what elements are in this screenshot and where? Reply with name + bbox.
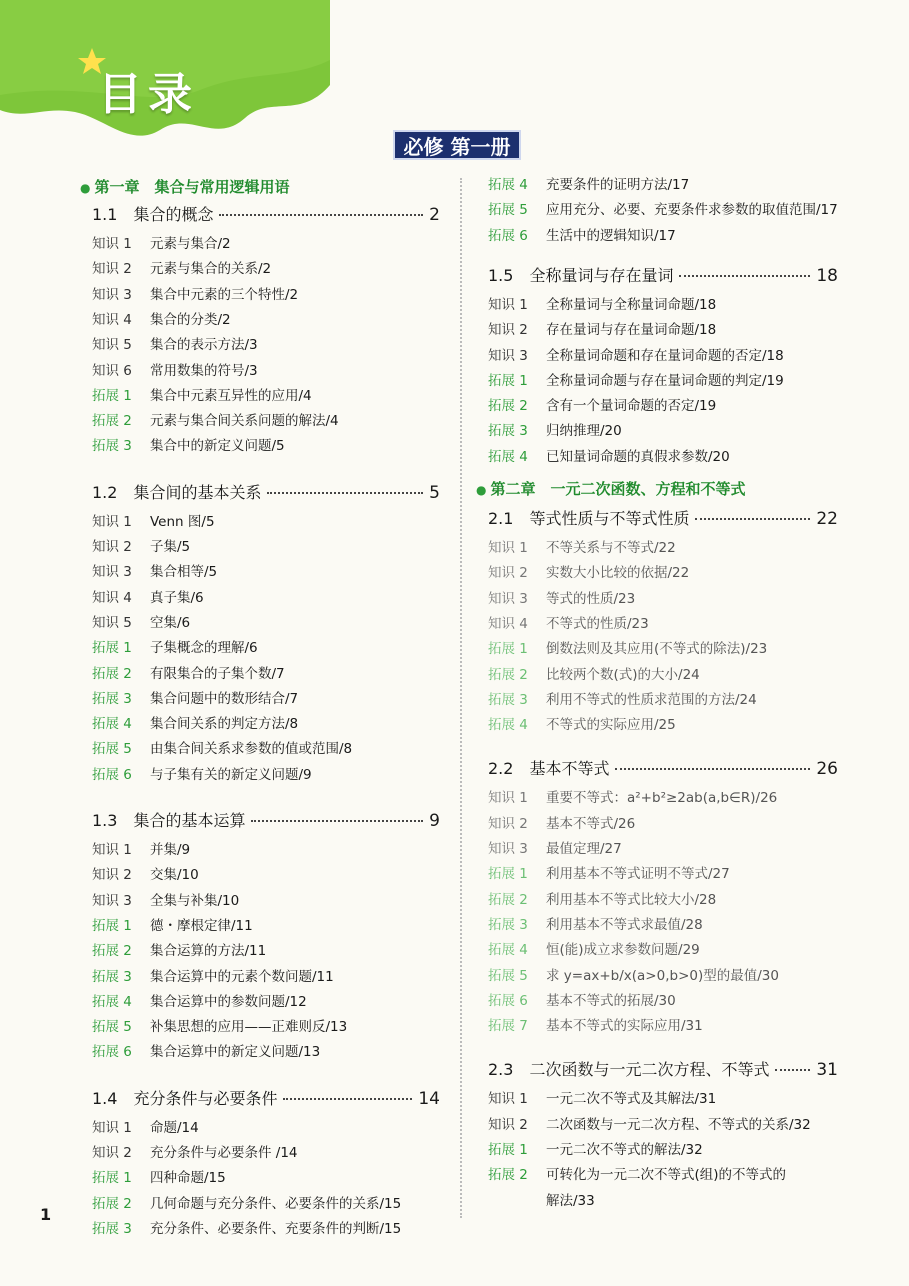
- entry-tag: 拓展 2: [488, 398, 528, 415]
- dot-leader: [615, 768, 810, 770]
- entry-tag: 拓展 2: [92, 1195, 132, 1212]
- bullet-icon: ●: [476, 483, 487, 497]
- entry-tag: 拓展 1: [92, 917, 132, 934]
- entry-tag: 拓展 4: [92, 716, 132, 733]
- entry-text: 利用基本不等式比较大小/28: [546, 891, 717, 908]
- toc-entry: [488, 1014, 703, 1034]
- section-heading: [92, 202, 440, 225]
- entry-text: 全称量词与全称量词命题/18: [546, 296, 717, 313]
- entry-text: 元素与集合的关系/2: [150, 261, 272, 278]
- section-title: 2.3 二次函数与一元二次方程、不等式: [488, 1060, 770, 1080]
- entry-text: 可转化为一元二次不等式(组)的不等式的: [546, 1167, 787, 1184]
- entry-text: 不等式的实际应用/25: [546, 717, 676, 734]
- entry-text: 集合的分类/2: [150, 311, 231, 328]
- entry-text: 由集合间关系求参数的值或范围/8: [150, 741, 353, 758]
- entry-text: 补集思想的应用——正难则反/13: [150, 1019, 348, 1036]
- toc-entry: [488, 786, 777, 806]
- entry-text: 一元二次不等式及其解法/31: [546, 1091, 717, 1108]
- toc-entry: [92, 535, 190, 555]
- entry-text: 集合中元素互异性的应用/4: [150, 387, 312, 404]
- toc-entry: [92, 662, 285, 682]
- entry-text: 空集/6: [150, 614, 191, 631]
- entry-text: 集合运算中的新定义问题/13: [150, 1044, 321, 1061]
- entry-text: 集合运算的方法/11: [150, 943, 267, 960]
- entry-tag: 拓展 1: [488, 372, 528, 389]
- toc-entry: [488, 1087, 716, 1107]
- dot-leader: [219, 214, 423, 216]
- section-heading: [488, 756, 838, 779]
- toc-entry: [488, 1163, 786, 1183]
- toc-entry: [92, 889, 239, 909]
- entry-tag: 拓展 4: [488, 942, 528, 959]
- entry-tag: 拓展 3: [92, 968, 132, 985]
- volume-label: 必修 第一册: [393, 130, 521, 160]
- entry-text: 常用数集的符号/3: [150, 362, 258, 379]
- entry-tag: 拓展 6: [92, 766, 132, 783]
- entry-tag: 知识 2: [92, 867, 132, 884]
- entry-text: 利用不等式的性质求范围的方法/24: [546, 691, 757, 708]
- entry-tag: 拓展 2: [488, 666, 528, 683]
- entry-tag: 知识 4: [92, 311, 132, 328]
- entry-tag: 知识 1: [488, 296, 528, 313]
- entry-tag: 知识 3: [488, 347, 528, 364]
- entry-tag: 知识 1: [488, 1091, 528, 1108]
- entry-tag: 知识 5: [92, 337, 132, 354]
- toc-entry: [92, 308, 231, 328]
- section-heading: [488, 263, 838, 286]
- entry-tag: 拓展 3: [488, 691, 528, 708]
- toc-entry: [488, 989, 676, 1009]
- entry-tag: 拓展 3: [488, 916, 528, 933]
- toc-entry: [488, 445, 730, 465]
- section-page: 5: [429, 482, 440, 503]
- toc-entry: [92, 586, 204, 606]
- entry-text: 基本不等式的实际应用/31: [546, 1018, 703, 1035]
- toc-entry: [488, 1138, 703, 1158]
- toc-entry: [488, 688, 757, 708]
- entry-tag: 知识 3: [92, 286, 132, 303]
- section-page: 31: [816, 1060, 838, 1081]
- entry-tag: 拓展 4: [488, 717, 528, 734]
- entry-tag: 拓展 3: [488, 423, 528, 440]
- toc-entry: [488, 536, 676, 556]
- entry-tag: 拓展 4: [488, 177, 528, 193]
- dot-leader: [695, 518, 810, 520]
- section-title: 2.2 基本不等式: [488, 759, 610, 779]
- entry-text: 等式的性质/23: [546, 590, 636, 607]
- entry-tag: 拓展 4: [488, 448, 528, 465]
- section-title: 2.1 等式性质与不等式性质: [488, 509, 690, 528]
- entry-tag: 拓展 5: [92, 741, 132, 758]
- section-title: 1.1 集合的概念: [92, 205, 214, 224]
- entry-text: 元素与集合间关系问题的解法/4: [150, 413, 339, 430]
- toc-entry: [488, 663, 700, 683]
- section-title: 1.2 集合间的基本关系: [92, 482, 262, 502]
- entry-tag: 拓展 6: [488, 992, 528, 1009]
- entry-tag: 拓展 3: [92, 1220, 132, 1237]
- entry-text: 不等关系与不等式/22: [546, 540, 676, 556]
- entry-text: 含有一个量词命题的否定/19: [546, 398, 717, 415]
- entry-tag: 拓展 1: [92, 640, 132, 657]
- toc-entry: [488, 293, 716, 313]
- entry-text: 四种命题/15: [150, 1170, 226, 1187]
- section-title: 1.3 集合的基本运算: [92, 811, 246, 830]
- toc-entry: [488, 369, 784, 389]
- toc-entry: [92, 257, 271, 277]
- entry-tag: 知识 2: [92, 1145, 132, 1161]
- entry-tag: 知识 2: [488, 322, 528, 339]
- column-divider: [460, 178, 462, 1218]
- toc-entry: [488, 612, 649, 632]
- entry-text: 交集/10: [150, 867, 199, 884]
- entry-text: 全称量词命题和存在量词命题的否定/18: [546, 347, 784, 364]
- entry-text: 二次函数与一元二次方程、不等式的关系/32: [546, 1116, 811, 1133]
- chapter-heading: [80, 176, 290, 197]
- section-page: 2: [429, 205, 440, 225]
- toc-entry: [488, 1113, 811, 1133]
- entry-text: 真子集/6: [150, 589, 204, 606]
- toc-entry: [92, 232, 231, 252]
- entry-text: 一元二次不等式的解法/32: [546, 1142, 703, 1158]
- entry-tag: 拓展 1: [92, 387, 132, 404]
- toc-entry: [488, 938, 700, 958]
- toc-entry: [92, 359, 258, 379]
- page-title: 目录: [98, 69, 198, 120]
- entry-tag: 知识 6: [92, 362, 132, 379]
- toc-entry: [488, 637, 767, 657]
- entry-tag: 拓展 2: [488, 891, 528, 908]
- bullet-icon: ●: [80, 181, 91, 195]
- page-number: 1: [40, 1205, 52, 1224]
- entry-text: 生活中的逻辑知识/17: [546, 227, 676, 244]
- entry-tag: 拓展 2: [92, 665, 132, 682]
- toc-entry: [92, 1141, 298, 1161]
- entry-tag: 知识 1: [488, 790, 528, 807]
- toc-entry: [488, 344, 784, 364]
- toc-entry: [92, 434, 285, 454]
- entry-text: 倒数法则及其应用(不等式的除法)/23: [546, 641, 768, 658]
- entry-tag: 拓展 1: [488, 1142, 528, 1158]
- entry-tag: 知识 2: [488, 815, 528, 832]
- toc-entry: [92, 283, 298, 303]
- entry-text: 与子集有关的新定义问题/9: [150, 766, 312, 783]
- entry-tag: 拓展 3: [92, 690, 132, 707]
- section-page: 9: [429, 811, 440, 831]
- entry-text: 比较两个数(式)的大小/24: [546, 666, 700, 683]
- toc-entry: [92, 712, 298, 732]
- entry-text: 有限集合的子集个数/7: [150, 665, 285, 682]
- entry-tag: 知识 3: [488, 841, 528, 857]
- entry-tag: 知识 2: [92, 539, 132, 555]
- section-heading: [488, 506, 838, 529]
- entry-text: 解法/33: [546, 1192, 595, 1209]
- entry-tag: 拓展 2: [92, 943, 132, 960]
- entry-text: 基本不等式/26: [546, 815, 636, 832]
- entry-text: 恒(能)成立求参数问题/29: [546, 942, 700, 959]
- toc-entry: [92, 636, 258, 656]
- toc-entry: [488, 888, 716, 908]
- section-heading: [92, 808, 440, 831]
- toc-entry: [92, 838, 190, 858]
- toc-entry: [488, 394, 716, 414]
- toc-entry: [92, 1116, 199, 1136]
- entry-tag: 拓展 5: [488, 967, 528, 984]
- toc-entry: [92, 1217, 401, 1237]
- chapter-heading: [476, 478, 746, 499]
- toc-entry: [92, 409, 339, 429]
- entry-text: 集合中元素的三个特性/2: [150, 286, 299, 303]
- toc-entry: [488, 318, 716, 338]
- dot-leader: [283, 1098, 412, 1100]
- toc-entry: [488, 561, 689, 581]
- entry-tag: 知识 3: [488, 590, 528, 607]
- section-heading: [488, 1057, 838, 1080]
- toc-entry: [488, 862, 730, 882]
- entry-text: 重要不等式：a²+b²≥2ab(a,b∈R)/26: [546, 790, 778, 807]
- entry-text: 集合问题中的数形结合/7: [150, 690, 299, 707]
- toc-entry: [92, 863, 199, 883]
- entry-text: 集合相等/5: [150, 564, 218, 581]
- entry-tag: 知识 1: [488, 540, 528, 556]
- toc-entry: [92, 611, 190, 631]
- toc-entry: [488, 812, 635, 832]
- dot-leader: [251, 820, 423, 822]
- toc-entry: [488, 1189, 595, 1209]
- entry-tag: 知识 1: [92, 1119, 132, 1136]
- toc-entry: [92, 333, 258, 353]
- section-page: 26: [816, 759, 838, 780]
- entry-text: 最值定理/27: [546, 841, 622, 857]
- entry-text: 应用充分、必要、充要条件求参数的取值范围/17: [546, 202, 838, 219]
- entry-tag: 拓展 6: [92, 1044, 132, 1061]
- entry-tag: 知识 5: [92, 614, 132, 631]
- entry-text: 求 y=ax+b/x(a>0,b>0)型的最值/30: [546, 967, 779, 984]
- toc-entry: [92, 560, 217, 580]
- entry-tag: 拓展 2: [488, 1167, 528, 1184]
- toc-entry: [488, 587, 635, 607]
- entry-tag: 知识 3: [92, 564, 132, 581]
- entry-tag: 知识 4: [488, 615, 528, 632]
- entry-tag: 拓展 1: [488, 641, 528, 658]
- entry-text: 几何命题与充分条件、必要条件的关系/15: [150, 1195, 402, 1212]
- entry-text: 集合中的新定义问题/5: [150, 438, 285, 455]
- toc-entry: [488, 713, 676, 733]
- entry-tag: 知识 2: [488, 565, 528, 582]
- dot-leader: [267, 492, 423, 494]
- toc-entry: [488, 837, 622, 857]
- section-page: 14: [418, 1088, 440, 1109]
- entry-tag: 拓展 1: [488, 866, 528, 883]
- section-page: 22: [816, 509, 838, 529]
- toc-entry: [92, 939, 266, 959]
- entry-tag: 拓展 1: [92, 1170, 132, 1187]
- toc-entry: [92, 1166, 226, 1186]
- toc-entry: [92, 737, 352, 757]
- section-title: 1.5 全称量词与存在量词: [488, 265, 674, 285]
- entry-text: Venn 图/5: [150, 513, 215, 530]
- entry-tag: 拓展 5: [92, 1019, 132, 1036]
- entry-tag: 知识 3: [92, 892, 132, 909]
- entry-text: 充分条件与必要条件 /14: [150, 1145, 298, 1161]
- entry-tag: 拓展 3: [92, 438, 132, 455]
- entry-text: 并集/9: [150, 842, 191, 858]
- entry-text: 全集与补集/10: [150, 892, 240, 909]
- entry-text: 命题/14: [150, 1119, 199, 1136]
- entry-text: 集合运算中的元素个数问题/11: [150, 968, 334, 985]
- section-heading: [92, 480, 440, 503]
- toc-entry: [92, 687, 298, 707]
- toc-entry: [488, 419, 622, 439]
- chapter-title: 第二章 一元二次函数、方程和不等式: [490, 480, 746, 498]
- dot-leader: [679, 275, 810, 277]
- entry-text: 存在量词与存在量词命题/18: [546, 322, 717, 339]
- toc-entry: [92, 384, 312, 404]
- toc-entry: [488, 964, 779, 984]
- toc-entry: [92, 1192, 401, 1212]
- entry-tag: 知识 1: [92, 842, 132, 858]
- toc-entry: [488, 913, 703, 933]
- toc-entry: [488, 224, 676, 244]
- toc-entry: [92, 1040, 320, 1060]
- entry-tag: 拓展 4: [92, 993, 132, 1010]
- entry-tag: 拓展 5: [488, 202, 528, 219]
- entry-text: 集合间关系的判定方法/8: [150, 716, 299, 733]
- entry-text: 充要条件的证明方法/17: [546, 177, 690, 193]
- entry-tag: 知识 1: [92, 513, 132, 530]
- entry-tag: 知识 2: [92, 261, 132, 278]
- entry-tag: 拓展 2: [92, 413, 132, 430]
- entry-text: 德・摩根定律/11: [150, 917, 253, 934]
- entry-text: 不等式的性质/23: [546, 615, 649, 632]
- entry-text: 利用基本不等式求最值/28: [546, 916, 703, 933]
- entry-text: 子集概念的理解/6: [150, 640, 258, 657]
- toc-entry: [488, 173, 689, 193]
- dot-leader: [775, 1069, 810, 1071]
- entry-text: 实数大小比较的依据/22: [546, 565, 690, 582]
- toc-entry: [488, 198, 838, 218]
- entry-text: 已知量词命题的真假求参数/20: [546, 448, 730, 465]
- section-page: 18: [816, 265, 838, 286]
- entry-tag: 拓展 6: [488, 227, 528, 244]
- toc-entry: [92, 510, 215, 530]
- section-heading: [92, 1086, 440, 1109]
- entry-text: 归纳推理/20: [546, 423, 622, 440]
- section-title: 1.4 充分条件与必要条件: [92, 1088, 278, 1108]
- entry-tag: 知识 4: [92, 589, 132, 606]
- toc-entry: [92, 1015, 347, 1035]
- toc-entry: [92, 763, 312, 783]
- entry-text: 子集/5: [150, 539, 191, 555]
- entry-tag: 知识 2: [488, 1116, 528, 1133]
- entry-text: 元素与集合/2: [150, 236, 231, 252]
- chapter-title: 第一章 集合与常用逻辑用语: [94, 178, 290, 196]
- entry-tag: 拓展 7: [488, 1018, 528, 1035]
- entry-text: 基本不等式的拓展/30: [546, 992, 676, 1009]
- entry-tag: 知识 1: [92, 236, 132, 252]
- toc-entry: [92, 965, 334, 985]
- entry-text: 全称量词命题与存在量词命题的判定/19: [546, 372, 784, 389]
- entry-text: 集合的表示方法/3: [150, 337, 258, 354]
- entry-text: 充分条件、必要条件、充要条件的判断/15: [150, 1220, 402, 1237]
- toc-entry: [92, 914, 253, 934]
- entry-text: 利用基本不等式证明不等式/27: [546, 866, 730, 883]
- entry-text: 集合运算中的参数问题/12: [150, 993, 307, 1010]
- toc-entry: [92, 990, 307, 1010]
